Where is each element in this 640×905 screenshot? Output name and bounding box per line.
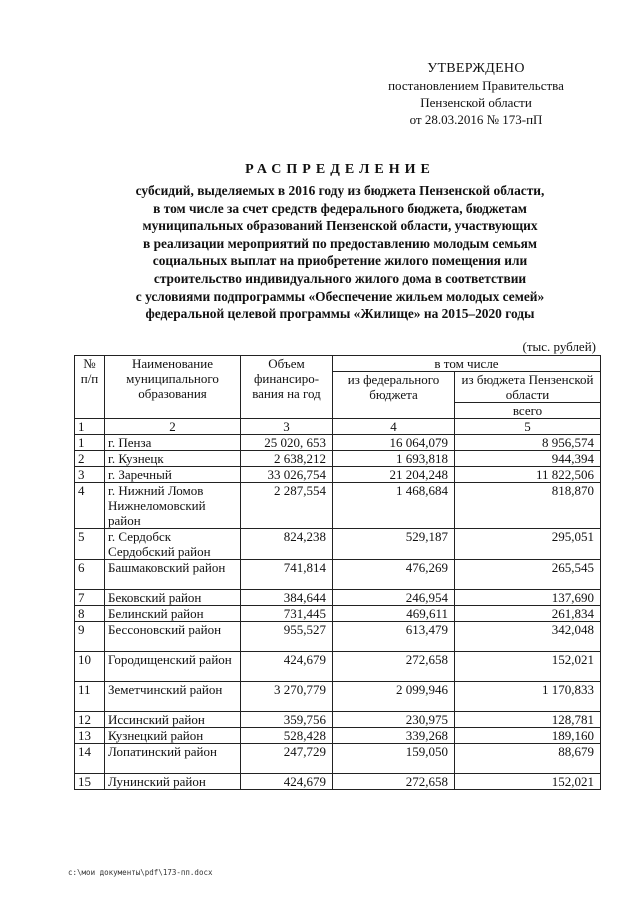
table-row (75, 467, 601, 483)
row-volume: 424,679 (241, 774, 333, 790)
row-federal: 272,658 (333, 652, 455, 682)
row-volume: 33 026,754 (241, 467, 333, 483)
header-volume: Объем финансиро-вания на год (241, 356, 333, 419)
row-regional: 128,781 (455, 712, 601, 728)
table-row (75, 560, 601, 590)
row-municipality: Бессоновский район (105, 622, 241, 652)
header-total: всего (455, 403, 601, 419)
table-row (75, 744, 601, 774)
row-regional: 261,834 (455, 606, 601, 622)
table-row (75, 606, 601, 622)
approval-heading: УТВЕРЖДЕНО (427, 61, 525, 76)
row-volume: 2 287,554 (241, 483, 333, 529)
row-number: 8 (75, 606, 105, 622)
row-federal: 230,975 (333, 712, 455, 728)
row-number: 1 (75, 435, 105, 451)
subtitle-line: социальных выплат на приобретение жилого помещения или (152, 253, 528, 269)
subtitle-line: с условиями подпрограммы «Обеспечение жильем молодых семей» (135, 288, 545, 304)
row-volume: 2 638,212 (241, 451, 333, 467)
row-number: 13 (75, 728, 105, 744)
table-row (75, 682, 601, 712)
row-volume: 424,679 (241, 652, 333, 682)
row-municipality: г. Кузнецк (105, 451, 241, 467)
subtitle-line: в том числе за счет средств федерального бюджета, бюджетам (153, 200, 527, 216)
row-municipality: Башмаковский район (105, 560, 241, 590)
row-number: 15 (75, 774, 105, 790)
subtitle-line: субсидий, выделяемых в 2016 году из бюджета Пензенской области, (135, 183, 545, 198)
row-federal: 2 099,946 (333, 682, 455, 712)
row-number: 12 (75, 712, 105, 728)
row-municipality: Земетчинский район (105, 682, 241, 712)
row-regional: 8 956,574 (455, 435, 601, 451)
row-number: 5 (75, 529, 105, 560)
header-name: Наименование муниципального образования (105, 356, 241, 419)
distribution-table (74, 355, 601, 790)
row-municipality: Белинский район (105, 606, 241, 622)
row-municipality: Городищенский район (105, 652, 241, 682)
row-federal: 613,479 (333, 622, 455, 652)
column-number: 1 (75, 419, 105, 435)
row-municipality: Бековский район (105, 590, 241, 606)
row-regional: 295,051 (455, 529, 601, 560)
row-number: 3 (75, 467, 105, 483)
row-regional: 944,394 (455, 451, 601, 467)
document-title: РАСПРЕДЕЛЕНИЕ (245, 162, 435, 177)
row-regional: 137,690 (455, 590, 601, 606)
row-volume: 384,644 (241, 590, 333, 606)
row-volume: 955,527 (241, 622, 333, 652)
row-regional: 265,545 (455, 560, 601, 590)
file-path-footer: c:\мои документы\pdf\173-пп.docx (68, 868, 213, 877)
row-number: 9 (75, 622, 105, 652)
row-federal: 476,269 (333, 560, 455, 590)
approval-line-3: от 28.03.2016 № 173-пП (409, 112, 543, 127)
header-federal: из федерального бюджета (333, 372, 455, 419)
row-regional: 11 822,506 (455, 467, 601, 483)
row-volume: 3 270,779 (241, 682, 333, 712)
approval-line-2: Пензенской области (420, 95, 532, 110)
row-municipality: Иссинский район (105, 712, 241, 728)
table-row (75, 622, 601, 652)
row-municipality: г. Заречный (105, 467, 241, 483)
row-federal: 21 204,248 (333, 467, 455, 483)
row-federal: 246,954 (333, 590, 455, 606)
row-number: 14 (75, 744, 105, 774)
row-federal: 469,611 (333, 606, 455, 622)
table-row (75, 652, 601, 682)
header-including: в том числе (333, 356, 601, 372)
table-row (75, 483, 601, 529)
row-federal: 529,187 (333, 529, 455, 560)
header-num: № п/п (75, 356, 105, 419)
table-row (75, 774, 601, 790)
table-row (75, 451, 601, 467)
row-municipality: Лунинский район (105, 774, 241, 790)
row-federal: 272,658 (333, 774, 455, 790)
header-regional: из бюджета Пензенской области (455, 372, 601, 403)
row-volume: 247,729 (241, 744, 333, 774)
row-federal: 159,050 (333, 744, 455, 774)
column-number: 2 (105, 419, 241, 435)
row-number: 10 (75, 652, 105, 682)
row-volume: 25 020, 653 (241, 435, 333, 451)
row-federal: 1 693,818 (333, 451, 455, 467)
row-federal: 16 064,079 (333, 435, 455, 451)
row-municipality: Лопатинский район (105, 744, 241, 774)
row-municipality: г. Сердобск Сердобский район (105, 529, 241, 560)
table-row (75, 728, 601, 744)
row-number: 4 (75, 483, 105, 529)
row-volume: 741,814 (241, 560, 333, 590)
units-label: (тыс. рублей) (522, 339, 596, 354)
row-volume: 528,428 (241, 728, 333, 744)
column-number: 3 (241, 419, 333, 435)
row-volume: 359,756 (241, 712, 333, 728)
row-regional: 152,021 (455, 774, 601, 790)
row-regional: 1 170,833 (455, 682, 601, 712)
row-regional: 818,870 (455, 483, 601, 529)
table-row (75, 529, 601, 560)
row-federal: 339,268 (333, 728, 455, 744)
document-subtitle (60, 182, 620, 323)
subtitle-line: федеральной целевой программы «Жилище» на 2015–2020 годы (145, 306, 535, 322)
row-number: 7 (75, 590, 105, 606)
row-municipality: Кузнецкий район (105, 728, 241, 744)
row-federal: 1 468,684 (333, 483, 455, 529)
row-regional: 189,160 (455, 728, 601, 744)
approval-line-1: постановлением Правительства (388, 78, 564, 93)
row-regional: 88,679 (455, 744, 601, 774)
row-municipality: г. Пенза (105, 435, 241, 451)
column-number: 4 (333, 419, 455, 435)
subtitle-line: строительство индивидуального жилого дома в соответствии (153, 270, 527, 286)
row-regional: 152,021 (455, 652, 601, 682)
table-row (75, 435, 601, 451)
row-volume: 731,445 (241, 606, 333, 622)
subtitle-line: в реализации мероприятий по предоставлению молодым семьям (143, 235, 537, 251)
column-number-row (75, 419, 601, 435)
column-number: 5 (455, 419, 601, 435)
approval-block (360, 60, 592, 128)
row-number: 6 (75, 560, 105, 590)
table-row (75, 590, 601, 606)
row-municipality: г. Нижний Ломов Нижнеломовский район (105, 483, 241, 529)
row-volume: 824,238 (241, 529, 333, 560)
row-number: 2 (75, 451, 105, 467)
subtitle-line: муниципальных образований Пензенской области, участвующих (142, 218, 538, 234)
table-row (75, 712, 601, 728)
row-number: 11 (75, 682, 105, 712)
row-regional: 342,048 (455, 622, 601, 652)
